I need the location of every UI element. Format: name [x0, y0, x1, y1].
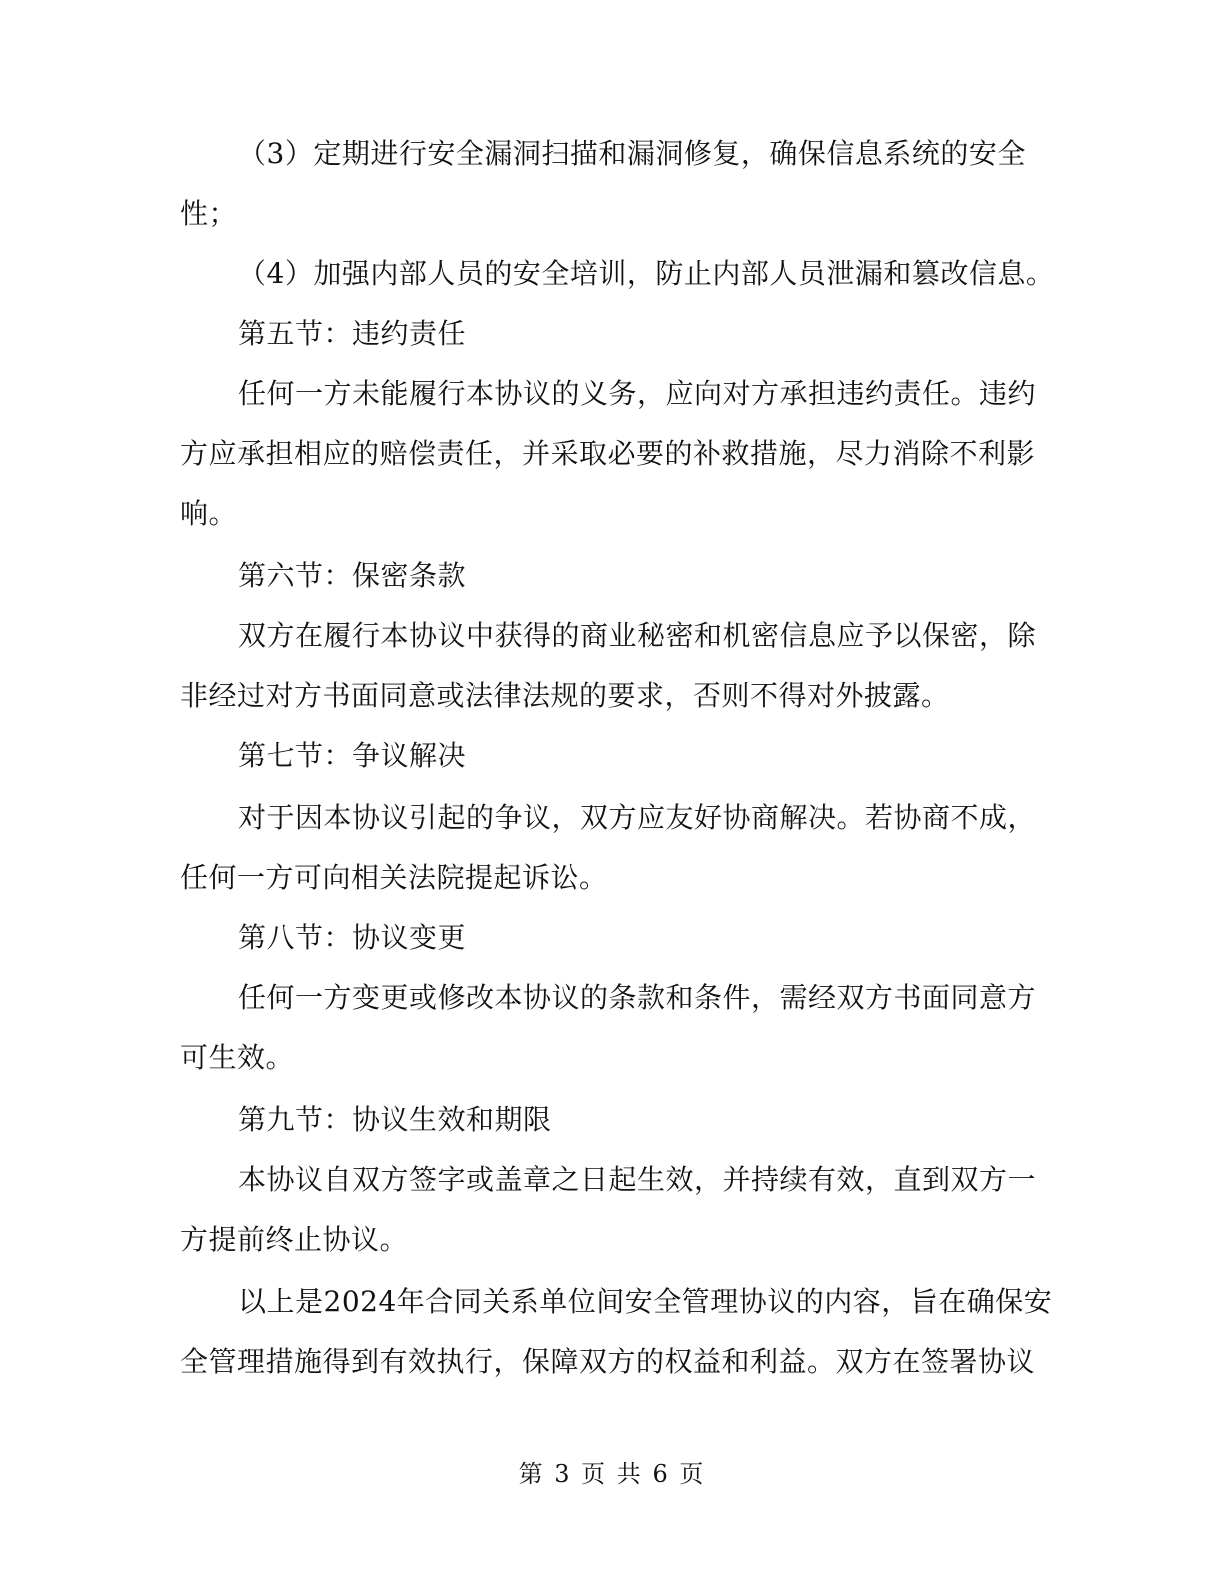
section-7-paragraph-line-1: 对于因本协议引起的争议，双方应友好协商解决。若协商不成，	[238, 801, 1037, 834]
section-6-paragraph-line-1: 双方在履行本协议中获得的商业秘密和机密信息应予以保密，除	[238, 619, 1037, 652]
page-number-footer: 第 3 页 共 6 页	[518, 1460, 706, 1488]
section-9-paragraph-line-2: 方提前终止协议。	[180, 1223, 409, 1256]
section-5-paragraph-line-2: 方应承担相应的赔偿责任，并采取必要的补救措施，尽力消除不利影	[180, 437, 1036, 470]
section-5-paragraph-line-1: 任何一方未能履行本协议的义务，应向对方承担违约责任。违约	[238, 377, 1037, 410]
closing-paragraph-line-1: 以上是2024年合同关系单位间安全管理协议的内容，旨在确保安	[238, 1285, 1053, 1318]
list-item-3-line-2: 性；	[180, 197, 238, 230]
section-7-heading: 第七节：争议解决	[238, 739, 467, 772]
section-5-paragraph-line-3: 响。	[180, 497, 238, 530]
section-7-paragraph-line-2: 任何一方可向相关法院提起诉讼。	[180, 861, 608, 894]
section-8-paragraph-line-1: 任何一方变更或修改本协议的条款和条件，需经双方书面同意方	[238, 981, 1037, 1014]
section-6-paragraph-line-2: 非经过对方书面同意或法律法规的要求，否则不得对外披露。	[180, 679, 950, 712]
section-8-paragraph-line-2: 可生效。	[180, 1041, 295, 1074]
closing-paragraph-line-2: 全管理措施得到有效执行，保障双方的权益和利益。双方在签署协议	[180, 1345, 1036, 1378]
section-8-heading: 第八节：协议变更	[238, 921, 467, 954]
section-6-heading: 第六节：保密条款	[238, 559, 467, 592]
list-item-3-line-1: （3）定期进行安全漏洞扫描和漏洞修复，确保信息系统的安全	[238, 137, 1026, 170]
section-5-heading: 第五节：违约责任	[238, 317, 467, 350]
section-9-paragraph-line-1: 本协议自双方签字或盖章之日起生效，并持续有效，直到双方一	[238, 1163, 1037, 1196]
list-item-4: （4）加强内部人员的安全培训，防止内部人员泄漏和篡改信息。	[238, 257, 1055, 290]
section-9-heading: 第九节：协议生效和期限	[238, 1103, 552, 1136]
